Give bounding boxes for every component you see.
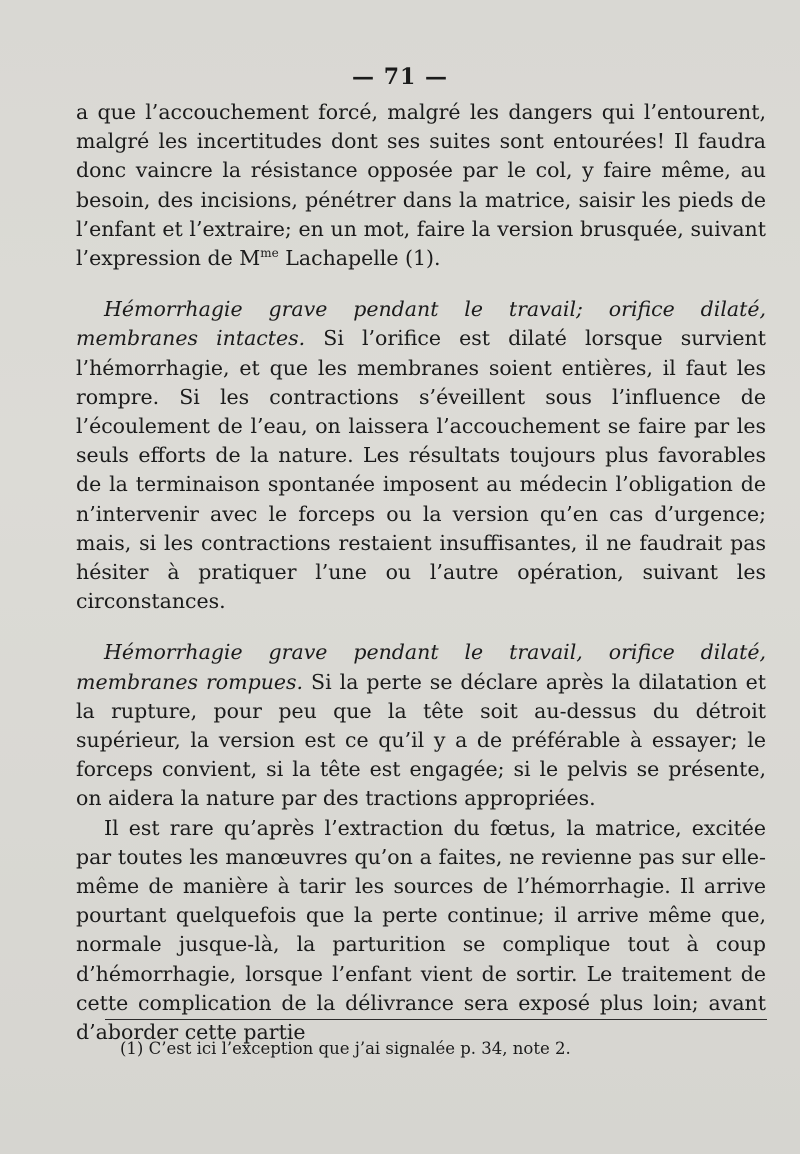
- section-heading-intact: Hémorrhagie grave pendant le travail; orifice dilaté, membranes intactes.: [76, 297, 766, 351]
- paragraph-2: Hémorrhagie grave pendant le travail; orifice dilaté, membranes intactes. Si l’orifice est dilaté lorsque survient l’hémorrhagie, et que les membranes soient entières, il faut les rompre. Si les contractions s’éveillent sous l’influence de l’écoulement de l’eau, on laissera l’accouchement se faire par les seuls efforts de la nature. Les résultats toujours plus favorables de la terminaison spontanée imposent au médecin l’obligation de n’intervenir avec le forceps ou la version qu’en cas d’urgence; mais, si les contractions restaient insuffisantes, il ne faudrait pas hésiter à pratiquer l’une ou l’autre opération, suivant les circonstances.: [76, 297, 766, 614]
- body-text: [76, 98, 766, 1047]
- paragraph-3: Hémorrhagie grave pendant le travail, orifice dilaté, membranes rompues. Si la perte se déclare après la dilatation et la rupture, pour peu que la tête soit au-dessus du détroit supérieur, la version est ce qu’il y a de préférable à essayer; le forceps convient, si la tête est engagée; si le pelvis se présente, on aidera la nature par des tractions appropriées.: [76, 640, 767, 811]
- paragraph-4: Il est rare qu’après l’extraction du fœtus, la matrice, excitée par toutes les manœuvres qu’on a faites, ne revienne pas sur elle-même de manière à tarir les sources de l’hémorrhagie. Il arrive pourtant quelquefois que la perte continue; il arrive même que, normale jusque-là, la parturition se complique tout à coup d’hémorrhagie, lorsque l’enfant vient de sortir. Le traitement de cette complication de la délivrance sera exposé plus loin; avant d’aborder cette partie: [76, 815, 766, 1045]
- superscript-me: me: [260, 246, 279, 261]
- paragraph-1: a que l’accouchement forcé, malgré les dangers qui l’entourent, malgré les incertitudes dont ses suites sont entourées! Il faudra donc vaincre la résistance opposée par le col, y faire même, au besoin, des incisions, pénétrer dans la matrice, saisir les pieds de l’enfant et l’extraire; en un mot, faire la version brusquée, suivant l’expression de $M^{me}$ Lachapelle (1).: [76, 100, 766, 271]
- footnote: (1) C’est ici l’exception que j’ai signalée p. 34, note 2.: [120, 1039, 571, 1058]
- page-number: — 71 —: [352, 64, 448, 90]
- footnote-divider: [105, 1019, 767, 1020]
- section-heading-ruptured: Hémorrhagie grave pendant le travail, orifice dilaté, membranes rompues.: [76, 640, 766, 694]
